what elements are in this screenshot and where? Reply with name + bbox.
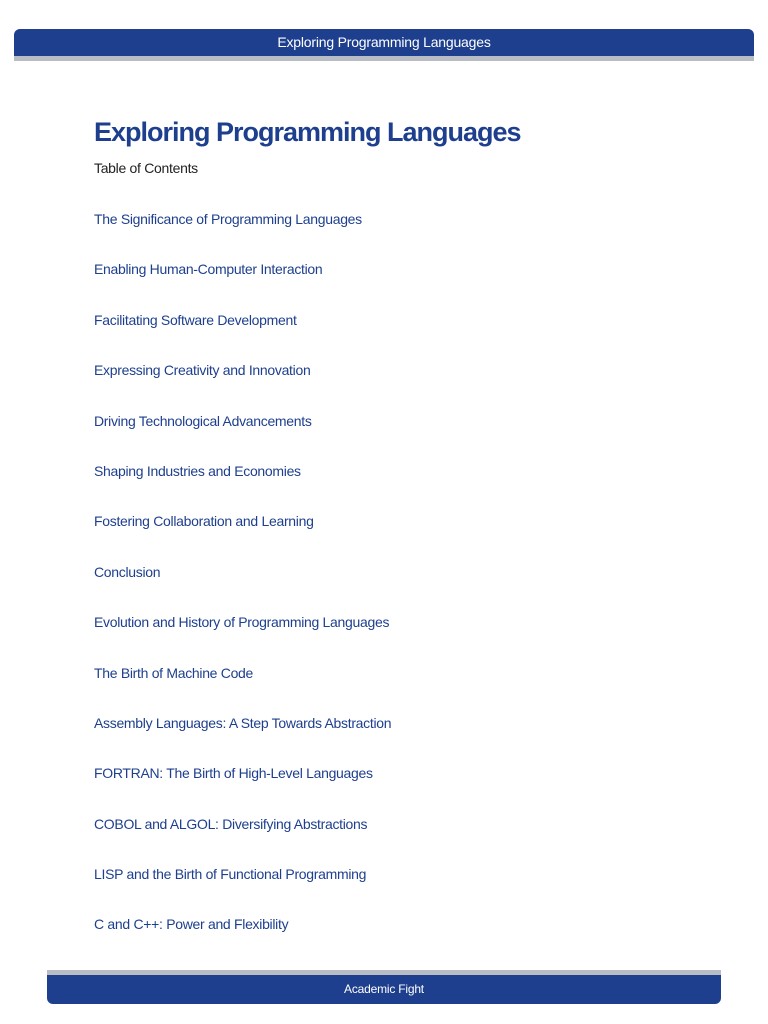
toc-item bbox=[94, 611, 391, 661]
toc-item bbox=[94, 863, 391, 913]
toc-link-significance[interactable]: The Significance of Programming Languages bbox=[94, 211, 362, 227]
toc-link-fortran[interactable]: FORTRAN: The Birth of High-Level Languages bbox=[94, 765, 373, 782]
toc-item bbox=[94, 712, 391, 762]
toc-item bbox=[94, 561, 391, 611]
toc-item bbox=[94, 309, 391, 359]
toc-heading: Table of Contents bbox=[94, 160, 198, 176]
toc-link-software-development[interactable]: Facilitating Software Development bbox=[94, 311, 297, 328]
toc-item bbox=[94, 208, 391, 258]
toc-link-lisp[interactable]: LISP and the Birth of Functional Programming bbox=[94, 866, 367, 883]
toc-link-creativity-innovation[interactable]: Expressing Creativity and Innovation bbox=[94, 362, 311, 379]
toc-item bbox=[94, 813, 391, 863]
document-title: Exploring Programming Languages bbox=[94, 117, 521, 147]
table-of-contents bbox=[94, 208, 391, 964]
page-header bbox=[14, 29, 754, 56]
toc-item bbox=[94, 410, 391, 460]
toc-item bbox=[94, 762, 391, 812]
toc-link-human-computer-interaction[interactable]: Enabling Human-Computer Interaction bbox=[94, 261, 323, 278]
toc-link-c-cpp[interactable]: C and C++: Power and Flexibility bbox=[94, 916, 289, 933]
toc-item bbox=[94, 662, 391, 712]
toc-item bbox=[94, 510, 391, 560]
toc-link-collaboration-learning[interactable]: Fostering Collaboration and Learning bbox=[94, 513, 314, 530]
footer-text: Academic Fight bbox=[344, 982, 424, 996]
page-footer bbox=[47, 975, 721, 1004]
toc-item bbox=[94, 258, 391, 308]
header-title: Exploring Programming Languages bbox=[277, 34, 491, 50]
toc-item bbox=[94, 460, 391, 510]
toc-link-cobol-algol[interactable]: COBOL and ALGOL: Diversifying Abstractions bbox=[94, 815, 368, 832]
toc-link-assembly-languages[interactable]: Assembly Languages: A Step Towards Abstraction bbox=[94, 714, 392, 731]
toc-item bbox=[94, 913, 391, 963]
toc-link-conclusion[interactable]: Conclusion bbox=[94, 563, 161, 580]
toc-item bbox=[94, 359, 391, 409]
toc-link-machine-code[interactable]: The Birth of Machine Code bbox=[94, 664, 254, 681]
toc-link-industries-economies[interactable]: Shaping Industries and Economies bbox=[94, 462, 301, 479]
toc-link-evolution-history[interactable]: Evolution and History of Programming Languages bbox=[94, 614, 390, 631]
header-divider bbox=[14, 56, 754, 61]
toc-link-technological-advancements[interactable]: Driving Technological Advancements bbox=[94, 412, 312, 429]
